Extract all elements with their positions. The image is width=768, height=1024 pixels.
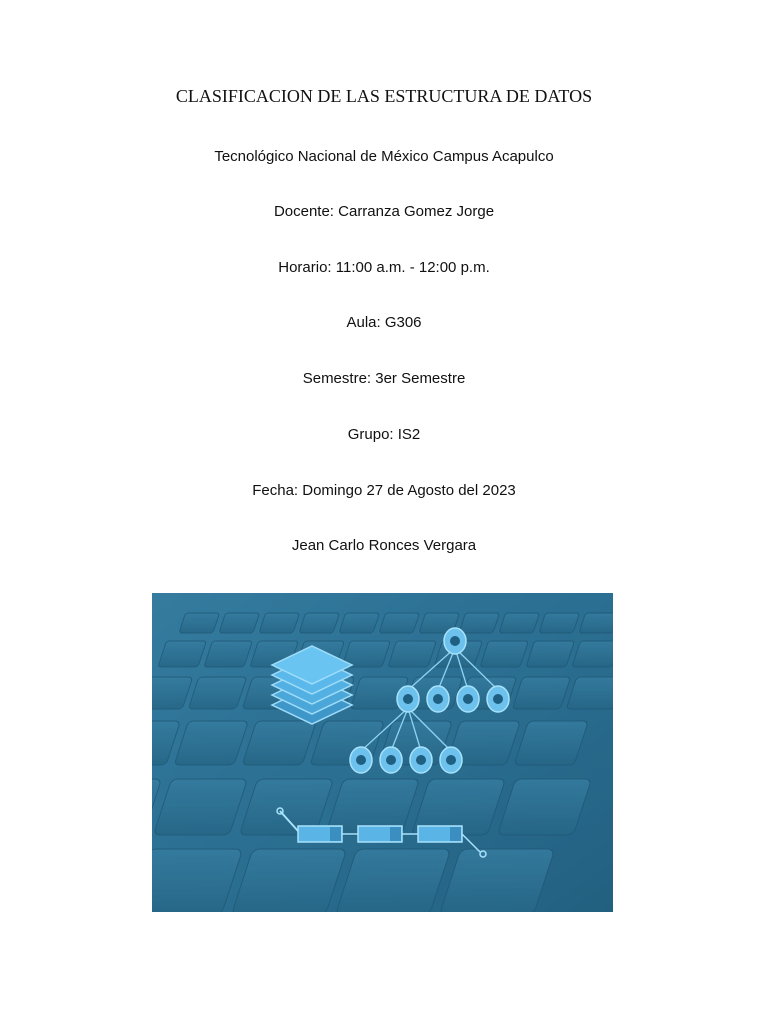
teacher-line: Docente: Carranza Gomez Jorge xyxy=(273,203,495,220)
institution-line: Tecnológico Nacional de México Campus Acapulco xyxy=(214,148,554,165)
keyboard-illustration xyxy=(152,593,613,912)
classroom-line: Aula: G306 xyxy=(346,314,422,331)
document-title: CLASIFICACION DE LAS ESTRUCTURA DE DATOS xyxy=(175,86,593,106)
date-line: Fecha: Domingo 27 de Agosto del 2023 xyxy=(252,482,516,499)
semester-line: Semestre: 3er Semestre xyxy=(302,370,466,387)
group-line: Grupo: IS2 xyxy=(347,426,421,443)
cover-image xyxy=(152,593,613,912)
author-line: Jean Carlo Ronces Vergara xyxy=(291,537,477,554)
schedule-line: Horario: 11:00 a.m. - 12:00 p.m. xyxy=(278,259,490,276)
